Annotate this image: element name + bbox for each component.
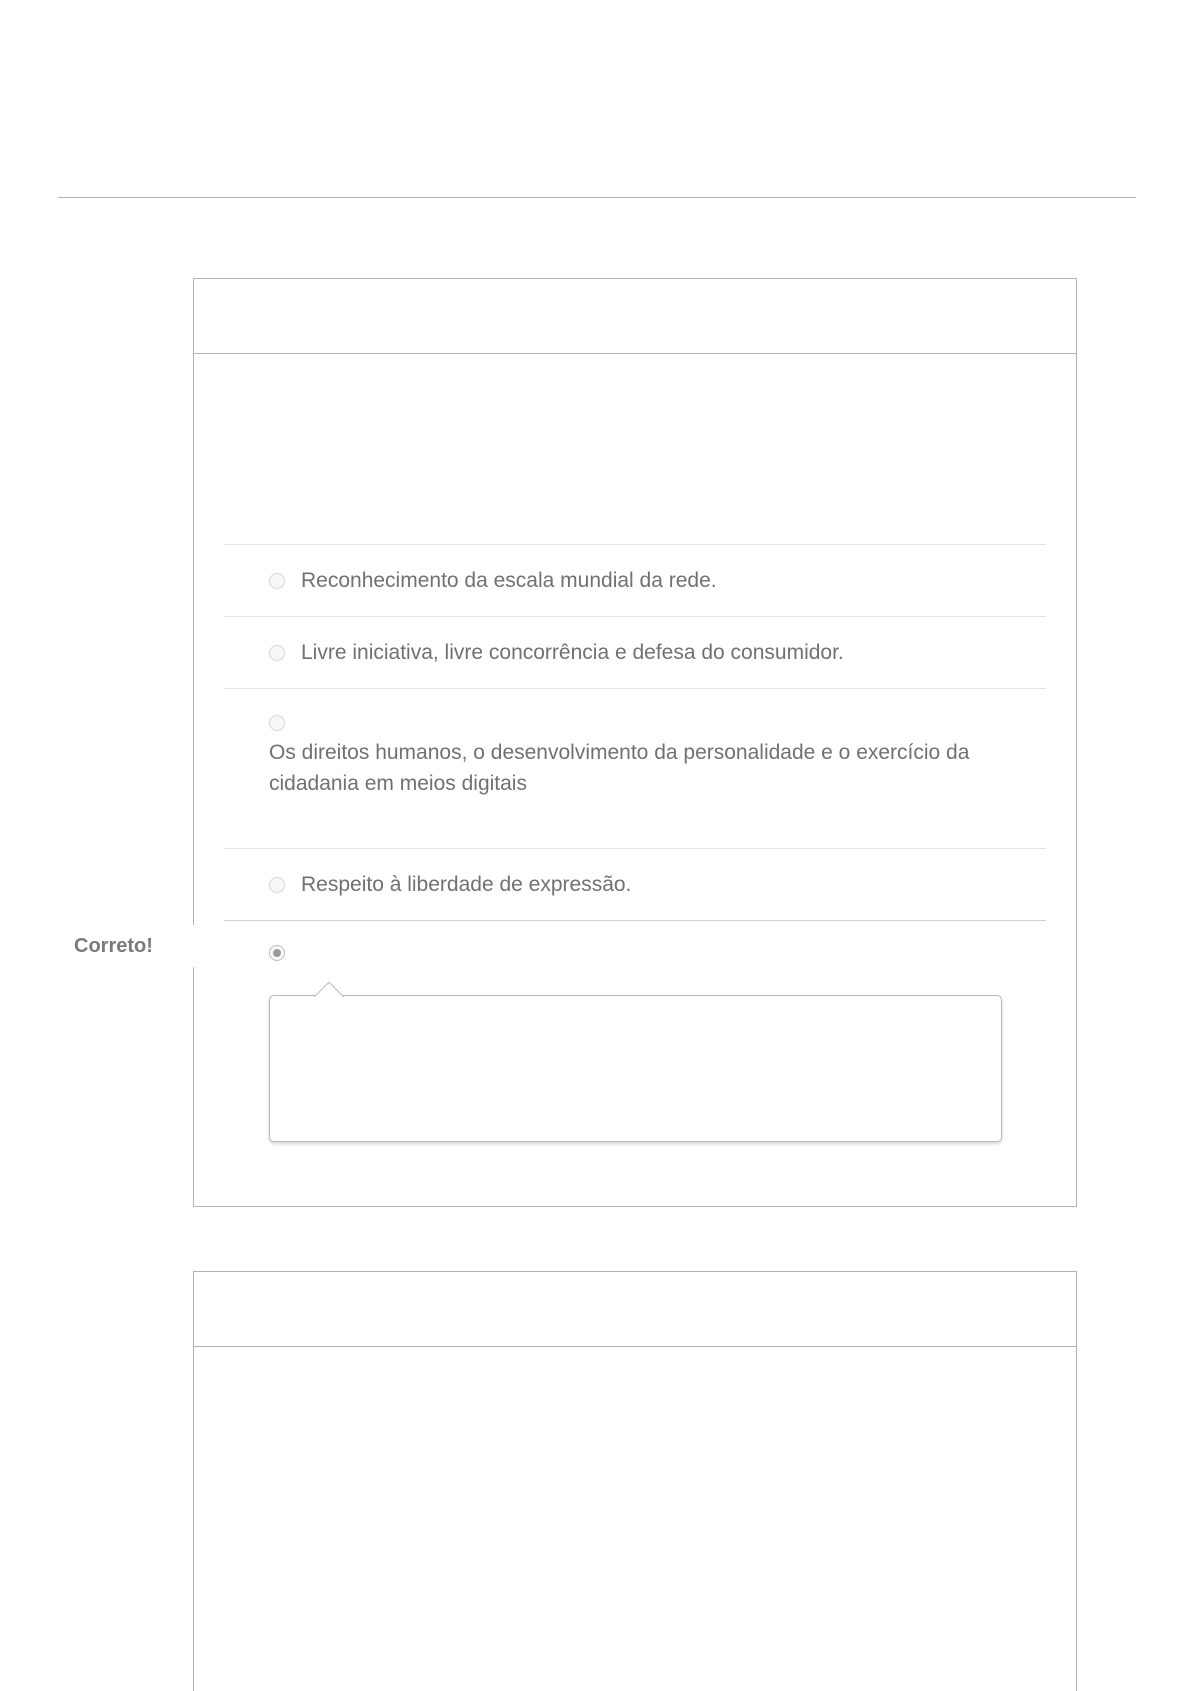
answer-option[interactable] xyxy=(224,848,1046,920)
answer-list xyxy=(224,544,1046,1208)
answer-option[interactable] xyxy=(224,544,1046,616)
radio-button[interactable] xyxy=(269,573,285,589)
answer-feedback-box xyxy=(269,995,1002,1142)
question-header xyxy=(194,1272,1076,1347)
question-card xyxy=(193,278,1077,1207)
radio-button-checked[interactable] xyxy=(269,945,285,961)
answer-option[interactable] xyxy=(224,616,1046,688)
correct-answer-flag xyxy=(58,925,194,967)
question-text xyxy=(194,1347,1076,1537)
answer-label: Reconhecimento da escala mundial da rede. xyxy=(301,568,717,592)
question-header xyxy=(194,279,1076,354)
radio-button[interactable] xyxy=(269,715,285,731)
correct-label: Correto! xyxy=(74,934,153,957)
answer-option-selected[interactable] xyxy=(224,920,1046,1208)
question-text xyxy=(194,354,1076,544)
answer-label: Livre iniciativa, livre concorrência e defesa do consumidor. xyxy=(301,640,844,664)
feedback-pointer xyxy=(314,981,344,997)
answer-label: Os direitos humanos, o desenvolvimento da personalidade e o exercício da cidadania em meios digitais xyxy=(269,741,970,795)
answer-option[interactable] xyxy=(224,688,1046,848)
radio-button[interactable] xyxy=(269,877,285,893)
page-divider xyxy=(58,197,1136,198)
radio-button[interactable] xyxy=(269,645,285,661)
question-card xyxy=(193,1271,1077,1691)
answer-label: Respeito à liberdade de expressão. xyxy=(301,872,632,896)
